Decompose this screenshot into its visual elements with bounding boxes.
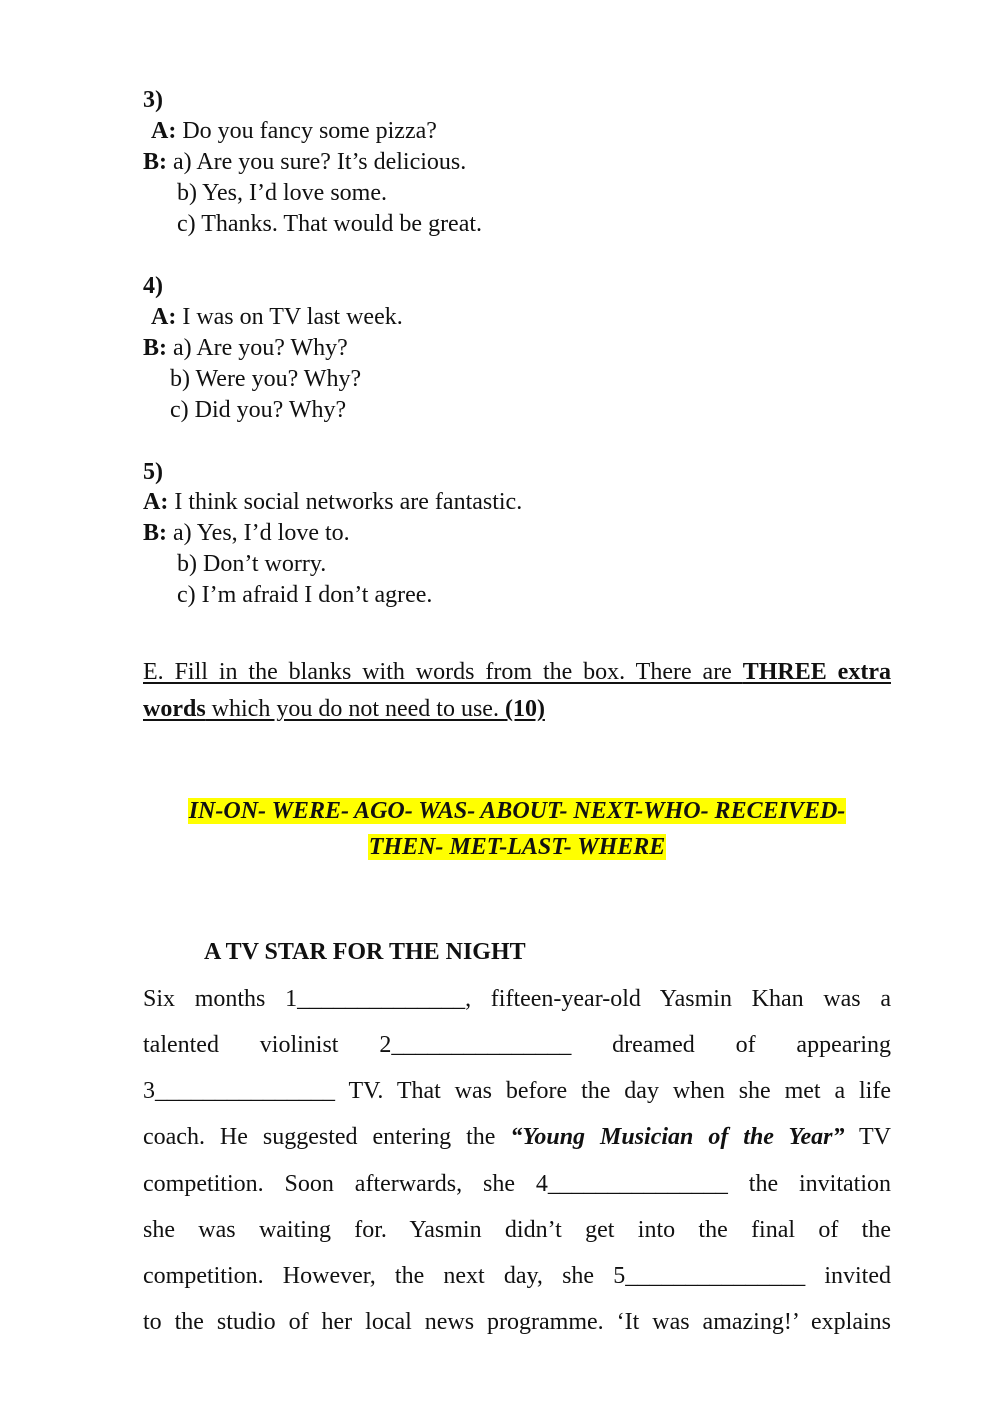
story-line-4 bbox=[143, 1125, 891, 1149]
story-text: TV bbox=[844, 1124, 892, 1150]
section-e-instruction-line-1 bbox=[143, 660, 891, 684]
speaker-b-label: B: bbox=[143, 149, 167, 175]
story-line-2 bbox=[143, 1033, 891, 1057]
question-3-option-b: b) Yes, I’d love some. bbox=[177, 180, 387, 206]
question-4-option-a bbox=[143, 336, 348, 360]
question-5-option-a bbox=[143, 521, 350, 545]
word-box-line-1 bbox=[143, 797, 891, 826]
story-text: , fifteen-year-old Yasmin Khan was a bbox=[465, 986, 891, 1012]
story-text: the invitation bbox=[727, 1171, 891, 1197]
question-5-number: 5) bbox=[143, 459, 163, 485]
blank-4: _______________ bbox=[547, 1171, 728, 1197]
instruction-emphasis: words bbox=[143, 696, 206, 722]
story-line-5 bbox=[143, 1172, 891, 1196]
question-5-option-c: c) I’m afraid I don’t agree. bbox=[177, 582, 433, 608]
prompt-text: I think social networks are fantastic. bbox=[174, 489, 523, 515]
story-text: invited bbox=[805, 1263, 891, 1289]
instruction-text: E. Fill in the blanks with words from the box. There are bbox=[143, 659, 743, 685]
speaker-a-label: A: bbox=[143, 489, 169, 515]
question-5-prompt bbox=[143, 490, 522, 514]
option-text: a) Yes, I’d love to. bbox=[173, 520, 350, 546]
story-text: coach. He suggested entering the bbox=[143, 1124, 511, 1150]
question-4-option-c: c) Did you? Why? bbox=[170, 397, 347, 423]
story-word: appearing bbox=[796, 1032, 892, 1058]
question-3-number: 3) bbox=[143, 87, 163, 113]
section-e-instruction-line-2 bbox=[143, 697, 545, 721]
story-word: talented bbox=[143, 1032, 219, 1058]
story-line-3: 3_______________ TV. That was before the day when she met a life bbox=[143, 1078, 891, 1104]
question-4-number: 4) bbox=[143, 273, 163, 299]
question-5-option-b: b) Don’t worry. bbox=[177, 551, 327, 577]
points-value: (10) bbox=[504, 696, 545, 722]
question-4-prompt bbox=[151, 305, 403, 329]
option-text: a) Are you sure? It’s delicious. bbox=[173, 149, 467, 175]
prompt-text: Do you fancy some pizza? bbox=[182, 118, 437, 144]
prompt-text: I was on TV last week. bbox=[182, 304, 403, 330]
question-3-option-a bbox=[143, 150, 466, 174]
story-title: A TV STAR FOR THE NIGHT bbox=[204, 939, 526, 965]
speaker-a-label: A: bbox=[151, 304, 177, 330]
question-4-option-b: b) Were you? Why? bbox=[170, 366, 362, 392]
instruction-emphasis: THREE extra bbox=[742, 659, 891, 685]
story-line-1 bbox=[143, 987, 891, 1011]
blank-5: _______________ bbox=[625, 1263, 806, 1289]
word-box-line-2 bbox=[143, 833, 891, 862]
story-text: competition. However, the next day, she 5 bbox=[143, 1263, 626, 1289]
story-line-6: she was waiting for. Yasmin didn’t get into the final of the bbox=[143, 1217, 891, 1243]
story-word: of bbox=[735, 1032, 756, 1058]
blank-1: ______________ bbox=[297, 986, 466, 1012]
story-text: Six months 1 bbox=[143, 986, 298, 1012]
speaker-b-label: B: bbox=[143, 335, 167, 361]
competition-name: “Young Musician of the Year” bbox=[510, 1124, 845, 1150]
word-box-text: IN-ON- WERE- AGO- WAS- ABOUT- NEXT-WHO- RECEIVED- bbox=[188, 798, 846, 824]
question-3-prompt bbox=[151, 119, 437, 143]
instruction-text: which you do not need to use. bbox=[205, 696, 505, 722]
blank-2: 2_______________ bbox=[379, 1032, 572, 1058]
story-line-7 bbox=[143, 1264, 891, 1288]
story-word: violinist bbox=[259, 1032, 339, 1058]
story-word: dreamed bbox=[612, 1032, 695, 1058]
option-text: a) Are you? Why? bbox=[173, 335, 348, 361]
question-3-option-c: c) Thanks. That would be great. bbox=[177, 211, 483, 237]
story-line-8: to the studio of her local news programme. ‘It was amazing!’ explains bbox=[143, 1309, 891, 1335]
speaker-b-label: B: bbox=[143, 520, 167, 546]
story-text: competition. Soon afterwards, she 4 bbox=[143, 1171, 548, 1197]
word-box-text: THEN- MET-LAST- WHERE bbox=[368, 834, 666, 860]
speaker-a-label: A: bbox=[151, 118, 177, 144]
